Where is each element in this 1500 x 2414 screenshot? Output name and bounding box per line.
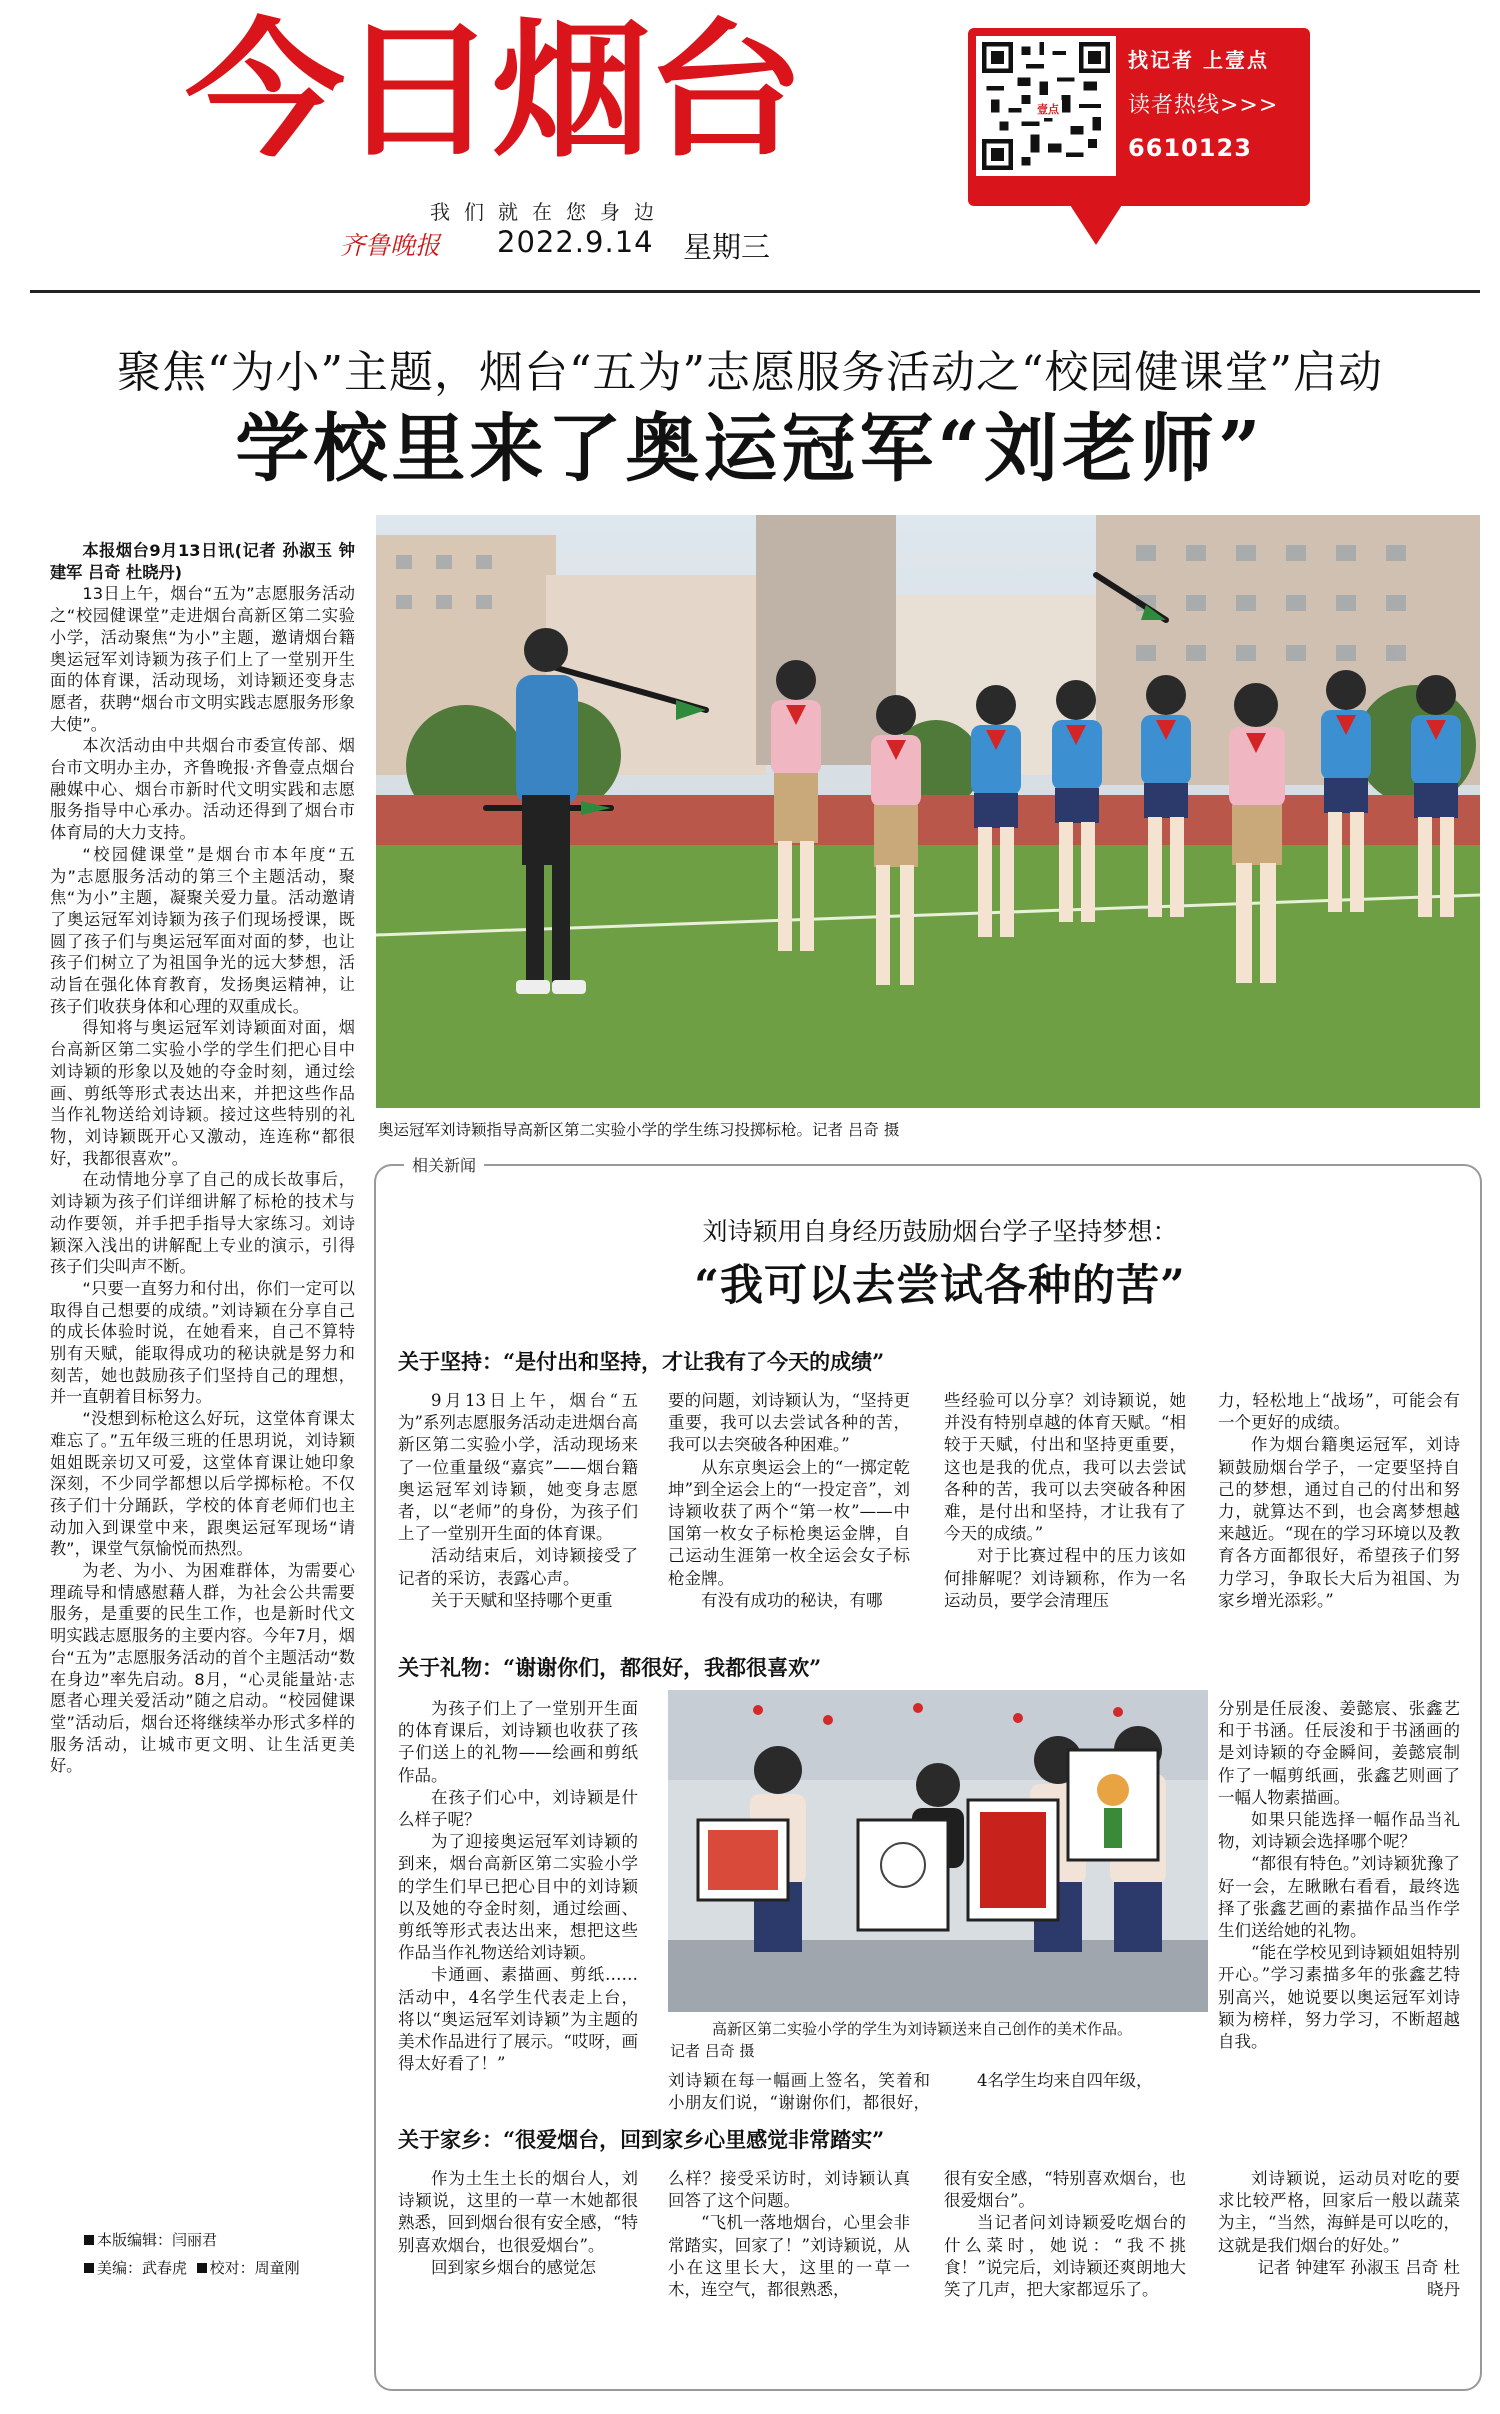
article-paragraph: 为老、为小、为困难群体，为需要心理疏导和情感慰藉人群，为社会公共需要服务，是重要的民生工作，也是新时代文明实践志愿服务的主要内容。今年7月，烟台“五为”志愿服务活动的首个主题活动“数在身边”率先启动。8月，“心灵能量站·志愿者心理关爱活动”随之启动。“校园健课堂”活动后，烟台还将继续举办形式多样的服务活动，让城市更文明、让生活更美好。: [50, 1561, 355, 1776]
article-paragraph: 13日上午，烟台“五为”志愿服务活动之“校园健课堂”走进烟台高新区第二实验小学，活动聚焦“为小”主题，邀请烟台籍奥运冠军刘诗颖为孩子们上了一堂别开生面的体育课，活动现场，刘诗颖还变身志愿者，获聘“烟台市文明实践志愿服务形象大使”。: [50, 584, 355, 734]
hotline-number[interactable]: 6610123: [1128, 134, 1252, 162]
persistence-column-1: 9月13日上午，烟台“五为”系列志愿服务活动走进烟台高新区第二实验小学，活动现场来了一位重量级“嘉宾”——烟台籍奥运冠军刘诗颖，她变身志愿者，以“老师”的身份，为孩子们上了一堂别开生面的体育课。 活动结束后，刘诗颖接受了记者的采访，表露心声。 关于天赋和坚持哪个更重: [398, 1391, 638, 1610]
section-heading-persistence: 关于坚持：“是付出和坚持，才让我有了今天的成绩”: [398, 1349, 885, 1374]
gift-photo-caption: 高新区第二实验小学的学生为刘诗颖送来自己创作的美术作品。 记者 吕奇 摄: [670, 2020, 1133, 2060]
slogan: 我们就在您身边: [430, 200, 668, 224]
page-credits: [84, 2226, 300, 2282]
persistence-column-3: 些经验可以分享？刘诗颖说，她并没有特别卓越的体育天赋。“相较于天赋，付出和坚持更重要，这也是我的优点，我可以去尝试各种的苦，我可以去突破各种困难，是付出和坚持，才让我有了今天的成绩。” 对于比赛过程中的压力该如何排解呢？刘诗颖称，作为一名运动员，要学会清理压: [944, 1391, 1186, 1610]
qr-label: 壹点: [1034, 100, 1062, 118]
main-photo: [376, 515, 1480, 1108]
reporter-byline: 记者 钟建军 孙淑玉 吕奇 杜晓丹: [1257, 2257, 1460, 2300]
headline-kicker: 聚焦“为小”主题，烟台“五为”志愿服务活动之“校园健课堂”启动: [117, 347, 1383, 398]
article-dateline: 本报烟台9月13日讯(记者 孙淑玉 钟建军 吕奇 杜晓丹): [50, 541, 355, 582]
article-paragraph: 在动情地分享了自己的成长故事后，刘诗颖为孩子们详细讲解了标枪的技术与动作要领，并手把手指导大家练习。刘诗颖深入浅出的讲解配上专业的演示，引得孩子们尖叫声不断。: [50, 1170, 355, 1277]
gifts-below-photo-b: 4名学生均来自四年级，: [977, 2071, 1153, 2090]
article-paragraph: “校园健课堂”是烟台市本年度“五为”志愿服务活动的第三个主题活动，聚焦“为小”主题，凝聚关爱力量。活动邀请了奥运冠军刘诗颖为孩子们现场授课，既圆了孩子们与奥运冠军面对面的梦，也让孩子们树立了为祖国争光的远大梦想，活动旨在强化体育教育，发扬奥运精神，让孩子们收获身体和心理的双重成长。: [50, 844, 355, 1016]
hometown-column-1: 作为土生土长的烟台人，刘诗颖说，这里的一草一木她都很熟悉，回到烟台很有安全感，“特别喜欢烟台，也很爱烟台”。 回到家乡烟台的感觉怎: [398, 2169, 638, 2277]
section-heading-hometown: 关于家乡：“很爱烟台，回到家乡心里感觉非常踏实”: [398, 2127, 885, 2152]
gift-photo: [668, 1690, 1208, 2012]
gifts-column-left: 为孩子们上了一堂别开生面的体育课后，刘诗颖也收获了孩子们送上的礼物——绘画和剪纸作品。 在孩子们心中，刘诗颖是什么样子呢？ 为了迎接奥运冠军刘诗颖的到来，烟台高新区第二实验小学的学生们早已把心目中的刘诗颖以及她的夺金时刻，通过绘画、剪纸等形式表达出来，想把这些作品当作礼物送给刘诗颖。 卡通画、素描画、剪纸……活动中，4名学生代表走上台，将以“奥运冠军刘诗颖”为主题的美术作品进行了展示。“哎呀，画得太好看了！”: [398, 1699, 638, 2074]
bullet-square-icon: [84, 2235, 94, 2245]
article-paragraph: 本次活动由中共烟台市委宣传部、烟台市文明办主办，齐鲁晚报·齐鲁壹点烟台融媒中心、烟台市新时代文明实践和志愿服务指导中心承办。活动还得到了烟台市体育局的大力支持。: [50, 736, 355, 843]
persistence-column-4: 力，轻松地上“战场”，可能会有一个更好的成绩。 作为烟台籍奥运冠军，刘诗颖鼓励烟台学子，一定要坚持自己的梦想，通过自己的付出和努力，就算达不到，也会离梦想越来越近。“现在的学习环境以及教育各方面都很好，希望孩子们努力学习，争取长大后为祖国、为家乡增光添彩。”: [1218, 1391, 1460, 1610]
hometown-column-2: 么样？接受采访时，刘诗颖认真回答了这个问题。 “飞机一落地烟台，心里会非常踏实，回家了！”刘诗颖说，从小在这里长大，这里的一草一木，连空气，都很熟悉，: [668, 2169, 910, 2300]
masthead: [0, 0, 1500, 290]
designer-credit: 美编：武春虎 校对：周童刚: [84, 2254, 300, 2282]
section-heading-gifts: 关于礼物：“谢谢你们，都很好，我都很喜欢”: [398, 1655, 822, 1680]
article-paragraph: 得知将与奥运冠军刘诗颖面对面，烟台高新区第二实验小学的学生们把心目中刘诗颖的形象以及她的夺金时刻，通过绘画、剪纸等形式表达出来，并把这些作品当作礼物送给刘诗颖。接过这些特别的礼物，刘诗颖既开心又激动，连连称“都很好，我都很喜欢”。: [50, 1018, 355, 1168]
related-headline: “我可以去尝试各种的苦”: [694, 1261, 1186, 1311]
persistence-column-2: 要的问题，刘诗颖认为，“坚持更重要，我可以去尝试各种的苦，我可以去突破各种困难。” 从东京奥运会上的“一掷定乾坤”到全运会上的“一投定音”，刘诗颖收获了两个“第一枚”——中国第一枚女子标枪奥运金牌，自己运动生涯第一枚全运会女子标枪金牌。 有没有成功的秘诀，有哪: [668, 1391, 910, 1610]
related-kicker: 刘诗颖用自身经历鼓励烟台学子坚持梦想：: [702, 1217, 1178, 1246]
issue-weekday: 星期三: [683, 230, 771, 264]
hotline-slogan: 找记者 上壹点: [1128, 48, 1269, 72]
hotline-box-tail: [1070, 205, 1122, 245]
gifts-below-photo-a: 刘诗颖在每一幅画上签名，笑着和小朋友们说，“谢谢你们，都很好，: [668, 2071, 930, 2113]
article-paragraph: “只要一直努力和付出，你们一定可以取得自己想要的成绩。”刘诗颖在分享自己的成长体验时说，在她看来，自己不算特别有天赋，能取得成功的秘诀就是努力和刻苦，她也鼓励孩子们坚持自己的理想，并一直朝着目标努力。: [50, 1278, 355, 1407]
hometown-column-4: 刘诗颖说，运动员对吃的要求比较严格，回家后一般以蔬菜为主，“当然，海鲜是可以吃的，这就是我们烟台的好处。” 记者 钟建军 孙淑玉 吕奇 杜晓丹: [1218, 2168, 1460, 2368]
hotline-label: 读者热线>>>: [1128, 93, 1279, 118]
bullet-square-icon: [197, 2263, 207, 2273]
masthead-divider: [30, 290, 1480, 293]
gifts-column-right: 分别是任辰浚、姜懿宸、张鑫艺和于书涵。任辰浚和于书涵画的是刘诗颖的夺金瞬间，姜懿宸制作了一幅剪纸画，张鑫艺则画了一幅人物素描画。 如果只能选择一幅作品当礼物，刘诗颖会选择哪个呢？ “都很有特色。”刘诗颖犹豫了好一会，左瞅瞅右看看，最终选择了张鑫艺画的素描作品当作学生们送给她的礼物。 “能在学校见到诗颖姐姐特别开心。”学习素描多年的张鑫艺特别高兴，她说要以奥运冠军刘诗颖为榜样，努力学习，不断超越自我。: [1218, 1699, 1460, 2052]
main-headline: 学校里来了奥运冠军“刘老师”: [235, 406, 1265, 492]
newspaper-title: 今日烟台: [185, 5, 799, 177]
bullet-square-icon: [84, 2263, 94, 2273]
editor-credit: 本版编辑：闫丽君: [84, 2226, 300, 2254]
paper-logo: 齐鲁晚报: [340, 231, 441, 260]
related-news-label: 相关新闻: [404, 1153, 484, 1176]
main-photo-caption: 奥运冠军刘诗颖指导高新区第二实验小学的学生练习投掷标枪。记者 吕奇 摄: [378, 1121, 900, 1139]
article-paragraph: “没想到标枪这么好玩，这堂体育课太难忘了。”五年级三班的任思玥说，刘诗颖姐姐既亲切又可爱，这堂体育课让她印象深刻，不少同学都想以后学掷标枪。不仅孩子们十分踊跃，学校的体育老师们也主动加入到课堂中来，跟奥运冠军现场“请教”，课堂气氛愉悦而热烈。: [50, 1409, 355, 1559]
issue-date: 2022.9.14: [497, 225, 654, 259]
hometown-column-3: 很有安全感，“特别喜欢烟台，也很爱烟台”。 当记者问刘诗颖爱吃烟台的什么菜时，她说：“我不挑食！”说完后，刘诗颖还爽朗地大笑了几声，把大家都逗乐了。: [944, 2169, 1186, 2300]
lead-article-body: [50, 540, 355, 2140]
